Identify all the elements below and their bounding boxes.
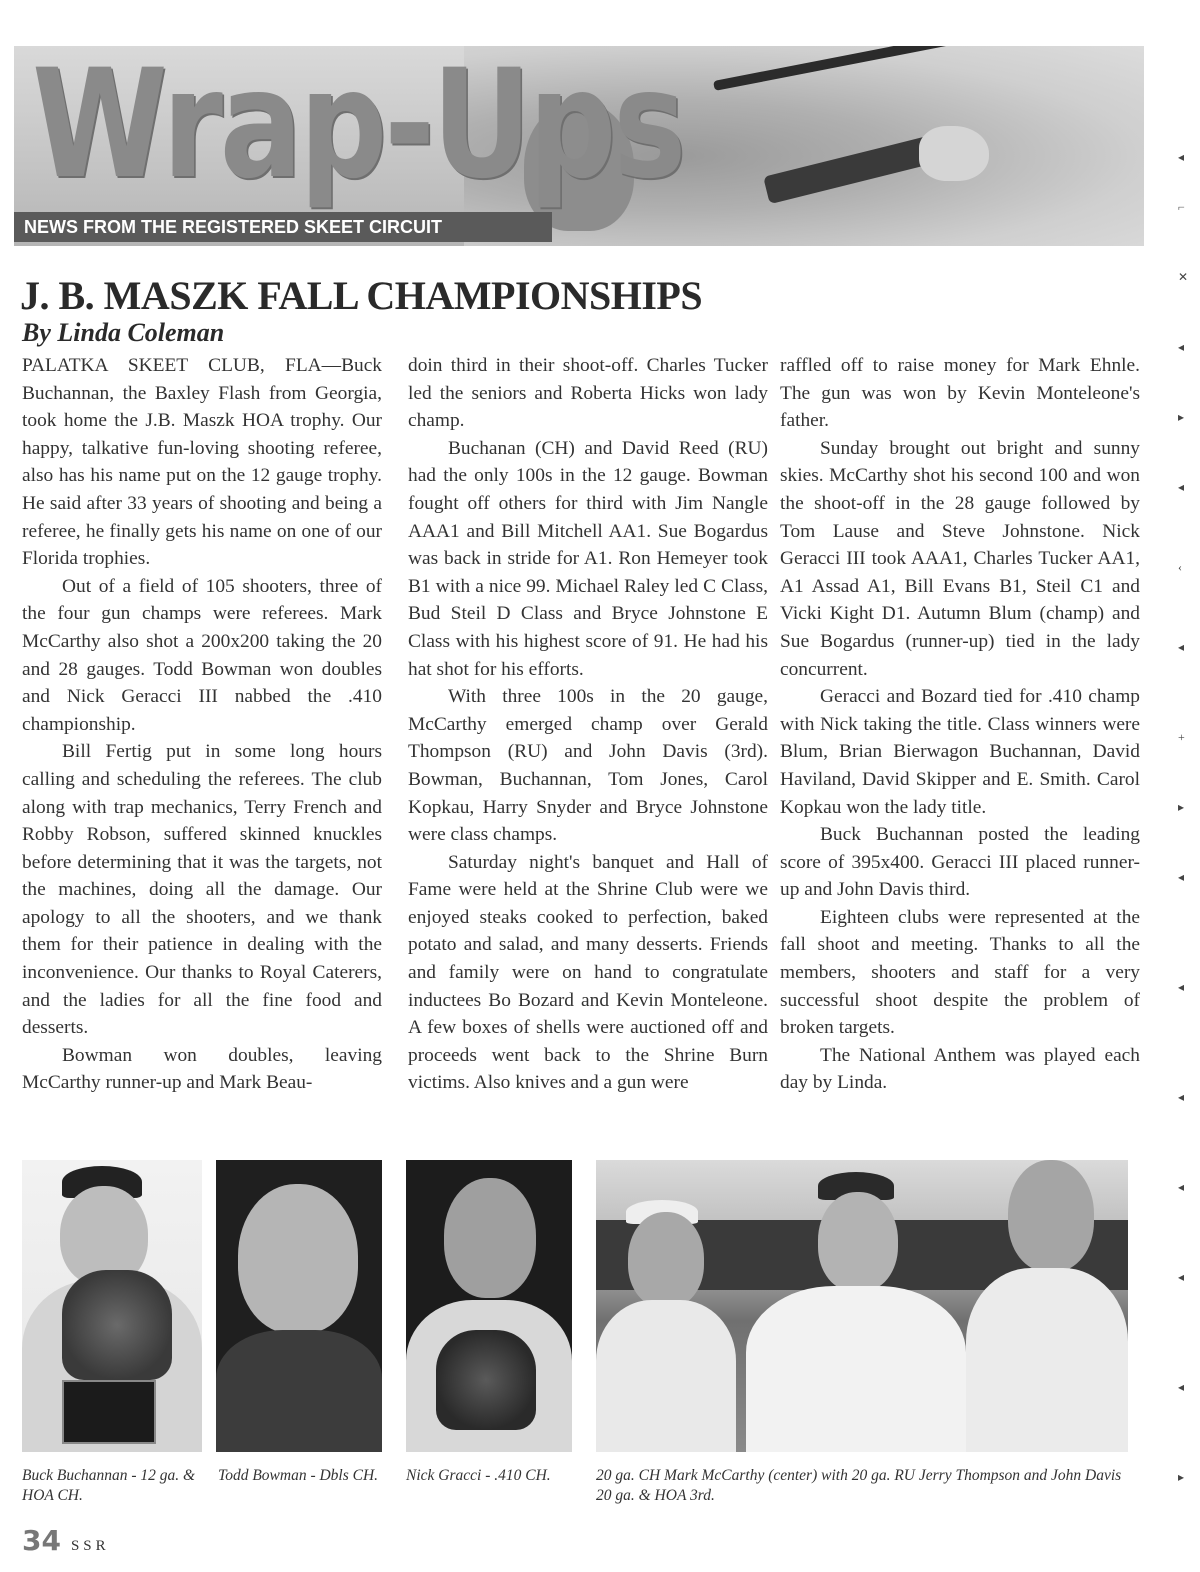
paragraph: doin third in their shoot-off. Charles Tucker led the seniors and Roberta Hicks won lady champ. xyxy=(408,355,768,432)
page-folio xyxy=(22,1524,110,1557)
section-subtitle: NEWS FROM THE REGISTERED SKEET CIRCUIT xyxy=(14,212,552,242)
shooter-hand xyxy=(919,126,989,181)
header-banner xyxy=(14,46,1144,246)
shirt-shape xyxy=(966,1268,1128,1452)
paragraph: raffled off to raise money for Mark Ehnle. The gun was won by Kevin Monteleone's father. xyxy=(780,355,1140,432)
magazine-name: SSR xyxy=(70,1538,110,1554)
margin-marks: ◂ ⌐ ✕ ◂ ▸ ◂ ‹ ◂ + ▸ ◂ ◂ ◂ ◂ ◂ ◂ ▸ xyxy=(1178,150,1189,1484)
page-number: 34 xyxy=(22,1524,61,1557)
paragraph: Buchanan (CH) and David Reed (RU) had the only 100s in the 12 gauge. Bowman fought off others for third with Jim Nangle AAA1 and Bill Mitchell AA1. Sue Bogardus was back in stride for A1. Ron Hemeyer took B1 with a nice 99. Michael Raley led C Class, Bud Steil D Class and Bryce Johnstone E Class with his highest score of 91. He had his hat shot for his efforts. xyxy=(408,437,768,680)
paragraph: Eighteen clubs were represented at the fall shoot and meeting. Thanks to all the members, shooters and staff for a very successful shoot despite the problem of broken targets. xyxy=(780,906,1140,1039)
face-shape xyxy=(1008,1160,1094,1272)
photo-20ga-winners xyxy=(596,1160,1128,1452)
paragraph: Geracci and Bozard tied for .410 champ with Nick taking the title. Class winners were Blum, Brian Bierwagon Buchannan, David Haviland, David Skipper and E. Smith. Carol Kopkau won the lady title. xyxy=(780,686,1140,818)
shirt-shape xyxy=(596,1300,736,1452)
shotgun-stock xyxy=(763,136,935,204)
article-column-2 xyxy=(408,352,768,1097)
shirt-shape xyxy=(746,1286,966,1452)
paragraph: The National Anthem was played each day by Linda. xyxy=(780,1044,1140,1094)
paragraph: Bowman won doubles, leaving McCarthy runner-up and Mark Beau- xyxy=(22,1044,382,1094)
caption-buchannan: Buck Buchannan - 12 ga. & HOA CH. xyxy=(22,1467,196,1504)
shirt-shape xyxy=(216,1330,382,1452)
eagle-trophy xyxy=(62,1270,172,1380)
photo-buchannan xyxy=(22,1160,202,1452)
paragraph: With three 100s in the 20 gauge, McCarthy emerged champ over Gerald Thompson (RU) and John Davis (3rd). Bowman, Buchannan, Tom Jones, Carol Kopkau, Harry Snyder and Bryce Johnstone were class champs. xyxy=(408,686,768,846)
paragraph: Out of a field of 105 shooters, three of the four gun champs were referees. Mark McCarthy also shot a 200x200 taking the 20 and 28 gauges. Todd Bowman won doubles and Nick Geracci III nabbed the .410 championship. xyxy=(22,575,382,735)
article-column-3 xyxy=(780,352,1140,1097)
article-column-1 xyxy=(22,352,382,1097)
paragraph: Bill Fertig put in some long hours calling and scheduling the referees. The club along with trap mechanics, Terry French and Robby Robson, suffered skinned knuckles before determining that it was the targets, not the machines, doing all the damage. Our apology to all the shooters, and we thank them for their patience in dealing with the inconvenience. Our thanks to Royal Caterers, and the ladies for all the fine food and desserts. xyxy=(22,741,382,1039)
photo-gracci xyxy=(406,1160,572,1452)
paragraph: Sunday brought out bright and sunny skies. McCarthy shot his second 100 and won the shoot-off in the 28 gauge followed by Tom Lause and Steve Johnstone. Nick Geracci III took AAA1, Charles Tucker AA1, A1 Assad A1, Bill Evans B1, Steil C1 and Vicki Kight D1. Autumn Blum (champ) and Sue Bogardus (runner-up) tied in the lady concurrent. xyxy=(780,437,1140,680)
paragraph: Saturday night's banquet and Hall of Fame were held at the Shrine Club were we enjoyed steaks cooked to perfection, baked potato and salad, and many desserts. Friends and family were on hand to congratulate inductees Bo Bozard and Kevin Monteleone. A few boxes of shells were auctioned off and proceeds went back to the Shrine Burn victims. Also knives and a gun were xyxy=(408,851,768,1094)
paragraph: PALATKA SKEET CLUB, FLA—Buck Buchannan, the Baxley Flash from Georgia, took home the J.B. Maszk HOA trophy. Our happy, talkative fun-loving shooting referee, also has his name put on the 12 gauge trophy. He said after 33 years of shooting and being a referee, he finally gets his name on one of our Florida trophies. xyxy=(22,355,382,570)
photo-bowman xyxy=(216,1160,382,1452)
caption-20ga-winners: 20 ga. CH Mark McCarthy (center) with 20 ga. RU Jerry Thompson and John Davis 20 ga. & HOA 3rd. xyxy=(596,1467,1122,1504)
caption-bowman: Todd Bowman - Dbls CH. xyxy=(218,1467,379,1484)
face-shape xyxy=(444,1178,536,1298)
face-shape xyxy=(818,1192,898,1292)
section-title: Wrap-Ups xyxy=(32,46,684,212)
face-shape xyxy=(238,1184,358,1334)
trophy-plaque xyxy=(62,1380,156,1444)
eagle-trophy xyxy=(436,1330,536,1430)
article-byline: By Linda Coleman xyxy=(22,318,225,347)
paragraph: Buck Buchannan posted the leading score of 395x400. Geracci III placed runner-up and John Davis third. xyxy=(780,824,1140,901)
shotgun-barrel xyxy=(713,46,1127,91)
face-shape xyxy=(628,1212,704,1308)
article-headline: J. B. MASZK FALL CHAMPIONSHIPS xyxy=(20,273,703,318)
caption-gracci: Nick Gracci - .410 CH. xyxy=(406,1467,551,1484)
